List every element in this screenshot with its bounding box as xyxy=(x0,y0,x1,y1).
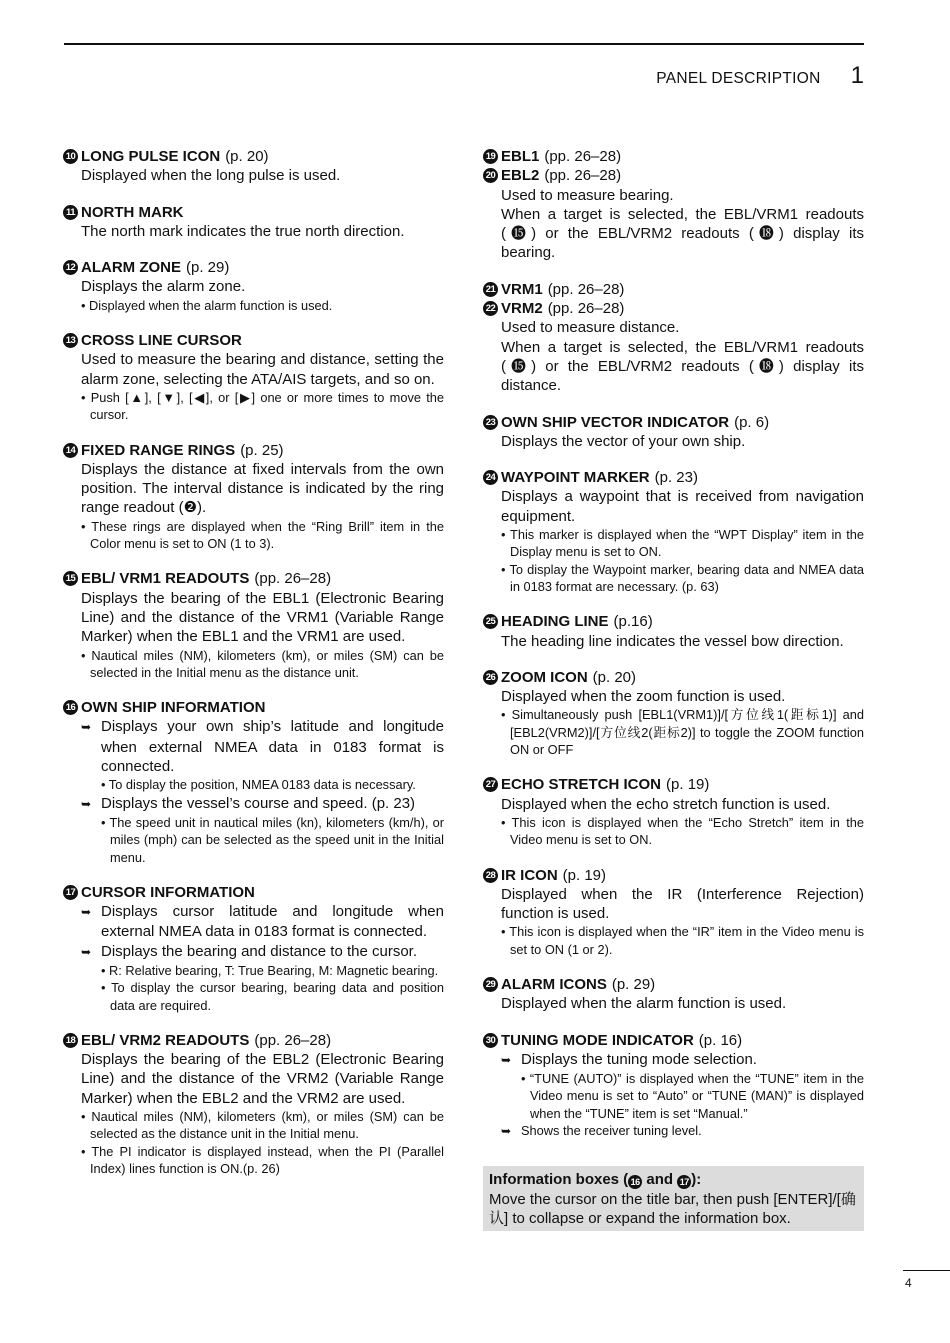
sub-note: • To display the cursor bearing, bearing data and position data are required. xyxy=(101,980,444,1013)
arrow-text: Shows the receiver tuning level. xyxy=(521,1123,702,1139)
item-page-ref: (p. 29) xyxy=(186,259,230,277)
item-heading xyxy=(63,883,444,902)
sub-note: • “TUNE (AUTO)” is displayed when the “TUNE” item in the Video menu is set to “Auto” or “TUNE (MAN)” is displayed when the “TUNE” item is set “Manual.” xyxy=(521,1071,864,1121)
desc-item xyxy=(63,441,444,553)
item-heading xyxy=(63,331,444,350)
desc-item xyxy=(483,1031,864,1141)
item-heading xyxy=(63,569,444,588)
item-title: ECHO STRETCH ICON xyxy=(501,776,662,794)
item-number-badge: 28 xyxy=(483,868,498,883)
item-text: Displayed when the zoom function is used. xyxy=(501,688,786,706)
item-title: FIXED RANGE RINGS xyxy=(81,441,236,459)
info-title-and: and xyxy=(642,1171,678,1189)
item-number-badge: 24 xyxy=(483,470,498,485)
item-text: Displays the distance at fixed intervals from the own position. The interval distance is indicated by the ring range readout (❷). xyxy=(81,460,444,517)
arrow-text: Displays cursor latitude and longitude when external NMEA data in 0183 format is connected. xyxy=(101,903,444,941)
item-page-ref: (pp. 26–28) xyxy=(544,148,622,165)
desc-item xyxy=(483,612,864,651)
item-number-badge: 14 xyxy=(63,443,78,458)
item-heading xyxy=(63,203,444,222)
item-text: When a target is selected, the EBL/VRM1 readouts (⓯) or the EBL/VRM2 readouts (⓲) display its distance. xyxy=(501,338,864,395)
item-title: TUNING MODE INDICATOR xyxy=(501,1031,694,1049)
arrow-icon: ➥ xyxy=(501,1124,512,1139)
item-title: OWN SHIP INFORMATION xyxy=(81,699,266,717)
item-title: VRM1 xyxy=(501,280,543,298)
item-text: Displays the bearing of the EBL1 (Electronic Bearing Line) and the distance of the VRM1 (Variable Range Marker) when the EBL1 and the VRM1 are used. xyxy=(81,589,444,646)
item-page-ref: (pp. 26–28) xyxy=(547,300,625,318)
item-number-badge: 15 xyxy=(63,571,78,586)
item-heading xyxy=(483,1031,864,1050)
item-page-ref: (p. 19) xyxy=(666,776,710,794)
arrow-icon: ➥ xyxy=(81,905,92,920)
item-title: CROSS LINE CURSOR xyxy=(81,332,242,350)
item-number-badge: 18 xyxy=(63,1033,78,1048)
arrow-item xyxy=(81,794,444,814)
item-page-ref: (p. 16) xyxy=(698,1031,743,1049)
item-heading xyxy=(483,147,864,166)
item-title: OWN SHIP VECTOR INDICATOR xyxy=(501,413,730,431)
item-number-badge: 30 xyxy=(483,1033,498,1048)
item-text: When a target is selected, the EBL/VRM1 readouts (⓯) or the EBL/VRM2 readouts (⓲) display its bearing. xyxy=(501,205,864,262)
item-heading xyxy=(483,775,864,794)
desc-item xyxy=(483,280,864,396)
desc-item xyxy=(483,975,864,1014)
item-heading xyxy=(483,866,864,885)
arrow-text: Displays your own ship’s latitude and longitude when external NMEA data in 0183 format is connected. xyxy=(101,718,444,776)
item-text: Displayed when the alarm function is used. xyxy=(501,995,787,1013)
item-title: ZOOM ICON xyxy=(501,668,588,686)
item-page-ref: (p. 6) xyxy=(734,413,770,431)
info-title-pre: Information boxes ( xyxy=(489,1171,629,1189)
item-heading xyxy=(483,413,864,432)
item-text: Displays the vector of your own ship. xyxy=(501,432,746,450)
desc-item xyxy=(63,147,444,186)
sub-note: • The speed unit in nautical miles (kn), kilometers (km/h), or miles (mph) can be selected as the speed unit in the Initial menu. xyxy=(101,814,444,865)
item-text: Displayed when the IR (Interference Rejection) function is used. xyxy=(501,885,864,923)
item-heading xyxy=(483,612,864,631)
item-title: ALARM ICONS xyxy=(501,975,607,993)
item-heading xyxy=(63,698,444,717)
item-page-ref: (p. 19) xyxy=(562,866,607,884)
desc-item xyxy=(63,258,444,314)
item-number-badge: 17 xyxy=(63,885,78,900)
item-page-ref: (p. 20) xyxy=(592,668,637,686)
item-heading xyxy=(63,441,444,460)
item-title: EBL2 xyxy=(501,167,540,185)
item-number-badge: 10 xyxy=(63,149,78,164)
sub-note: • R: Relative bearing, T: True Bearing, M: Magnetic bearing. xyxy=(101,962,439,978)
item-title: VRM2 xyxy=(501,300,543,318)
arrow-icon: ➥ xyxy=(81,720,92,735)
item-page-ref: (p. 23) xyxy=(654,469,698,487)
item-note: • This marker is displayed when the “WPT Display” item in the Display menu is set to ON. xyxy=(501,527,864,560)
arrow-text: Displays the vessel’s course and speed. (p. 23) xyxy=(101,794,416,812)
arrow-item xyxy=(501,1122,864,1140)
item-number-badge: 26 xyxy=(483,670,498,685)
page-number: 4 xyxy=(905,1276,912,1290)
item-page-ref: (p. 29) xyxy=(611,975,656,993)
info-box-text: Move the cursor on the title bar, then push [ENTER]/[确认] to collapse or expand the information box. xyxy=(489,1190,856,1227)
left-column xyxy=(63,147,444,1194)
item-text: Displays the alarm zone. xyxy=(81,278,246,296)
desc-item xyxy=(483,413,864,452)
right-items xyxy=(483,147,864,1140)
desc-item xyxy=(483,866,864,958)
arrow-text: Displays the bearing and distance to the cursor. xyxy=(101,942,418,960)
item-title: EBL/ VRM2 READOUTS xyxy=(81,1031,250,1049)
item-text: The heading line indicates the vessel bow direction. xyxy=(501,632,844,650)
arrow-item xyxy=(501,1050,864,1070)
info-title-post: ): xyxy=(691,1171,702,1189)
item-title: CURSOR INFORMATION xyxy=(81,883,255,901)
item-text: Used to measure bearing. xyxy=(501,186,674,204)
item-page-ref: (pp. 26–28) xyxy=(254,1031,332,1049)
item-page-ref: (p. 25) xyxy=(240,441,284,459)
item-title: EBL/ VRM1 READOUTS xyxy=(81,570,250,588)
item-text: Displayed when the echo stretch function is used. xyxy=(501,795,831,813)
item-number-badge: 22 xyxy=(483,301,498,316)
desc-item xyxy=(483,775,864,848)
sub-note: • To display the position, NMEA 0183 data is necessary. xyxy=(101,777,416,793)
item-note: • To display the Waypoint marker, bearing data and NMEA data in 0183 format are necessary. (p. 63) xyxy=(501,561,864,594)
item-page-ref: (p.16) xyxy=(613,613,653,631)
item-text: Used to measure distance. xyxy=(501,319,680,337)
item-text: Displays the bearing of the EBL2 (Electronic Bearing Line) and the distance of the VRM2 (Variable Range Marker) when the EBL2 and the VRM2 are used. xyxy=(81,1051,444,1107)
item-note: • This icon is displayed when the “IR” item in the Video menu is set to ON (1 or 2). xyxy=(501,924,864,957)
item-title: NORTH MARK xyxy=(81,203,184,221)
item-number-badge: 13 xyxy=(63,333,78,348)
desc-item xyxy=(63,569,444,681)
item-heading xyxy=(63,147,444,166)
arrow-item xyxy=(81,902,444,942)
arrow-text: Displays the tuning mode selection. xyxy=(521,1050,757,1068)
desc-item xyxy=(63,698,444,866)
item-number-badge: 20 xyxy=(483,168,498,183)
page-header xyxy=(656,62,864,90)
item-note: • Simultaneously push [EBL1(VRM1)]/[方位线1(距标1)] and [EBL2(VRM2)]/[方位线2(距标2)] to toggle the ZOOM function ON or OFF xyxy=(501,707,864,758)
desc-item xyxy=(483,468,864,595)
section-number: 1 xyxy=(850,62,864,89)
item-note: • Nautical miles (NM), kilometers (km), or miles (SM) can be selected in the Initial menu as the distance unit. xyxy=(81,647,444,680)
info-box xyxy=(483,1166,864,1231)
arrow-icon: ➥ xyxy=(81,796,92,811)
item-number-badge: 11 xyxy=(63,205,78,220)
item-heading xyxy=(483,280,864,299)
item-note: • Push [▲], [▼], [◀], or [▶] one or more times to move the cursor. xyxy=(81,389,444,423)
item-heading xyxy=(63,1031,444,1050)
item-note: • These rings are displayed when the “Ring Brill” item in the Color menu is set to ON (1 to 3). xyxy=(81,518,444,552)
item-number-badge: 16 xyxy=(63,700,78,715)
desc-item xyxy=(63,883,444,1014)
item-text: Displays a waypoint that is received from navigation equipment. xyxy=(501,488,864,525)
arrow-icon: ➥ xyxy=(501,1052,512,1067)
item-heading xyxy=(483,668,864,687)
item-title: ALARM ZONE xyxy=(81,259,181,277)
item-number-badge: 12 xyxy=(63,260,78,275)
section-title: PANEL DESCRIPTION xyxy=(656,70,821,87)
item-title: IR ICON xyxy=(501,866,558,884)
item-text: The north mark indicates the true north direction. xyxy=(81,222,405,240)
item-number-badge: 21 xyxy=(483,282,498,297)
desc-item xyxy=(63,203,444,242)
item-text: Displayed when the long pulse is used. xyxy=(81,167,341,185)
item-note: • Nautical miles (NM), kilometers (km), or miles (SM) can be selected as the distance unit in the Initial menu. xyxy=(81,1109,444,1142)
item-title: EBL1 xyxy=(501,148,540,165)
item-page-ref: (pp. 26–28) xyxy=(547,280,625,298)
desc-item xyxy=(63,1031,444,1177)
desc-item xyxy=(483,668,864,758)
item-title: HEADING LINE xyxy=(501,613,609,631)
info-ref-badge-2: 17 xyxy=(677,1175,691,1189)
item-note: • This icon is displayed when the “Echo Stretch” item in the Video menu is set to ON. xyxy=(501,814,864,848)
arrow-item xyxy=(81,942,444,962)
item-title: WAYPOINT MARKER xyxy=(501,469,650,487)
info-ref-badge-1: 16 xyxy=(628,1175,642,1189)
item-note: • Displayed when the alarm function is used. xyxy=(81,297,333,313)
info-box-title xyxy=(489,1170,858,1189)
arrow-icon: ➥ xyxy=(81,944,92,959)
item-number-badge: 27 xyxy=(483,777,498,792)
item-page-ref: (pp. 26–28) xyxy=(254,570,332,588)
item-number-badge: 25 xyxy=(483,614,498,629)
item-text: Used to measure the bearing and distance, setting the alarm zone, selecting the ATA/AIS targets, and so on. xyxy=(81,351,444,388)
top-rule xyxy=(64,43,864,45)
item-note: • The PI indicator is displayed instead, when the PI (Parallel Index) lines function is ON.(p. 26) xyxy=(81,1143,444,1176)
item-heading xyxy=(483,468,864,487)
item-heading xyxy=(63,258,444,277)
right-column xyxy=(483,147,864,1231)
item-heading xyxy=(483,975,864,994)
item-heading xyxy=(483,166,864,185)
item-number-badge: 29 xyxy=(483,977,498,992)
item-number-badge: 19 xyxy=(483,149,498,164)
item-title: LONG PULSE ICON xyxy=(81,148,221,165)
arrow-item xyxy=(81,717,444,776)
item-page-ref: (pp. 26–28) xyxy=(544,167,622,185)
footer-rule xyxy=(903,1270,950,1271)
item-page-ref: (p. 20) xyxy=(225,148,269,165)
item-number-badge: 23 xyxy=(483,415,498,430)
desc-item xyxy=(63,331,444,423)
item-heading xyxy=(483,299,864,318)
desc-item xyxy=(483,147,864,263)
